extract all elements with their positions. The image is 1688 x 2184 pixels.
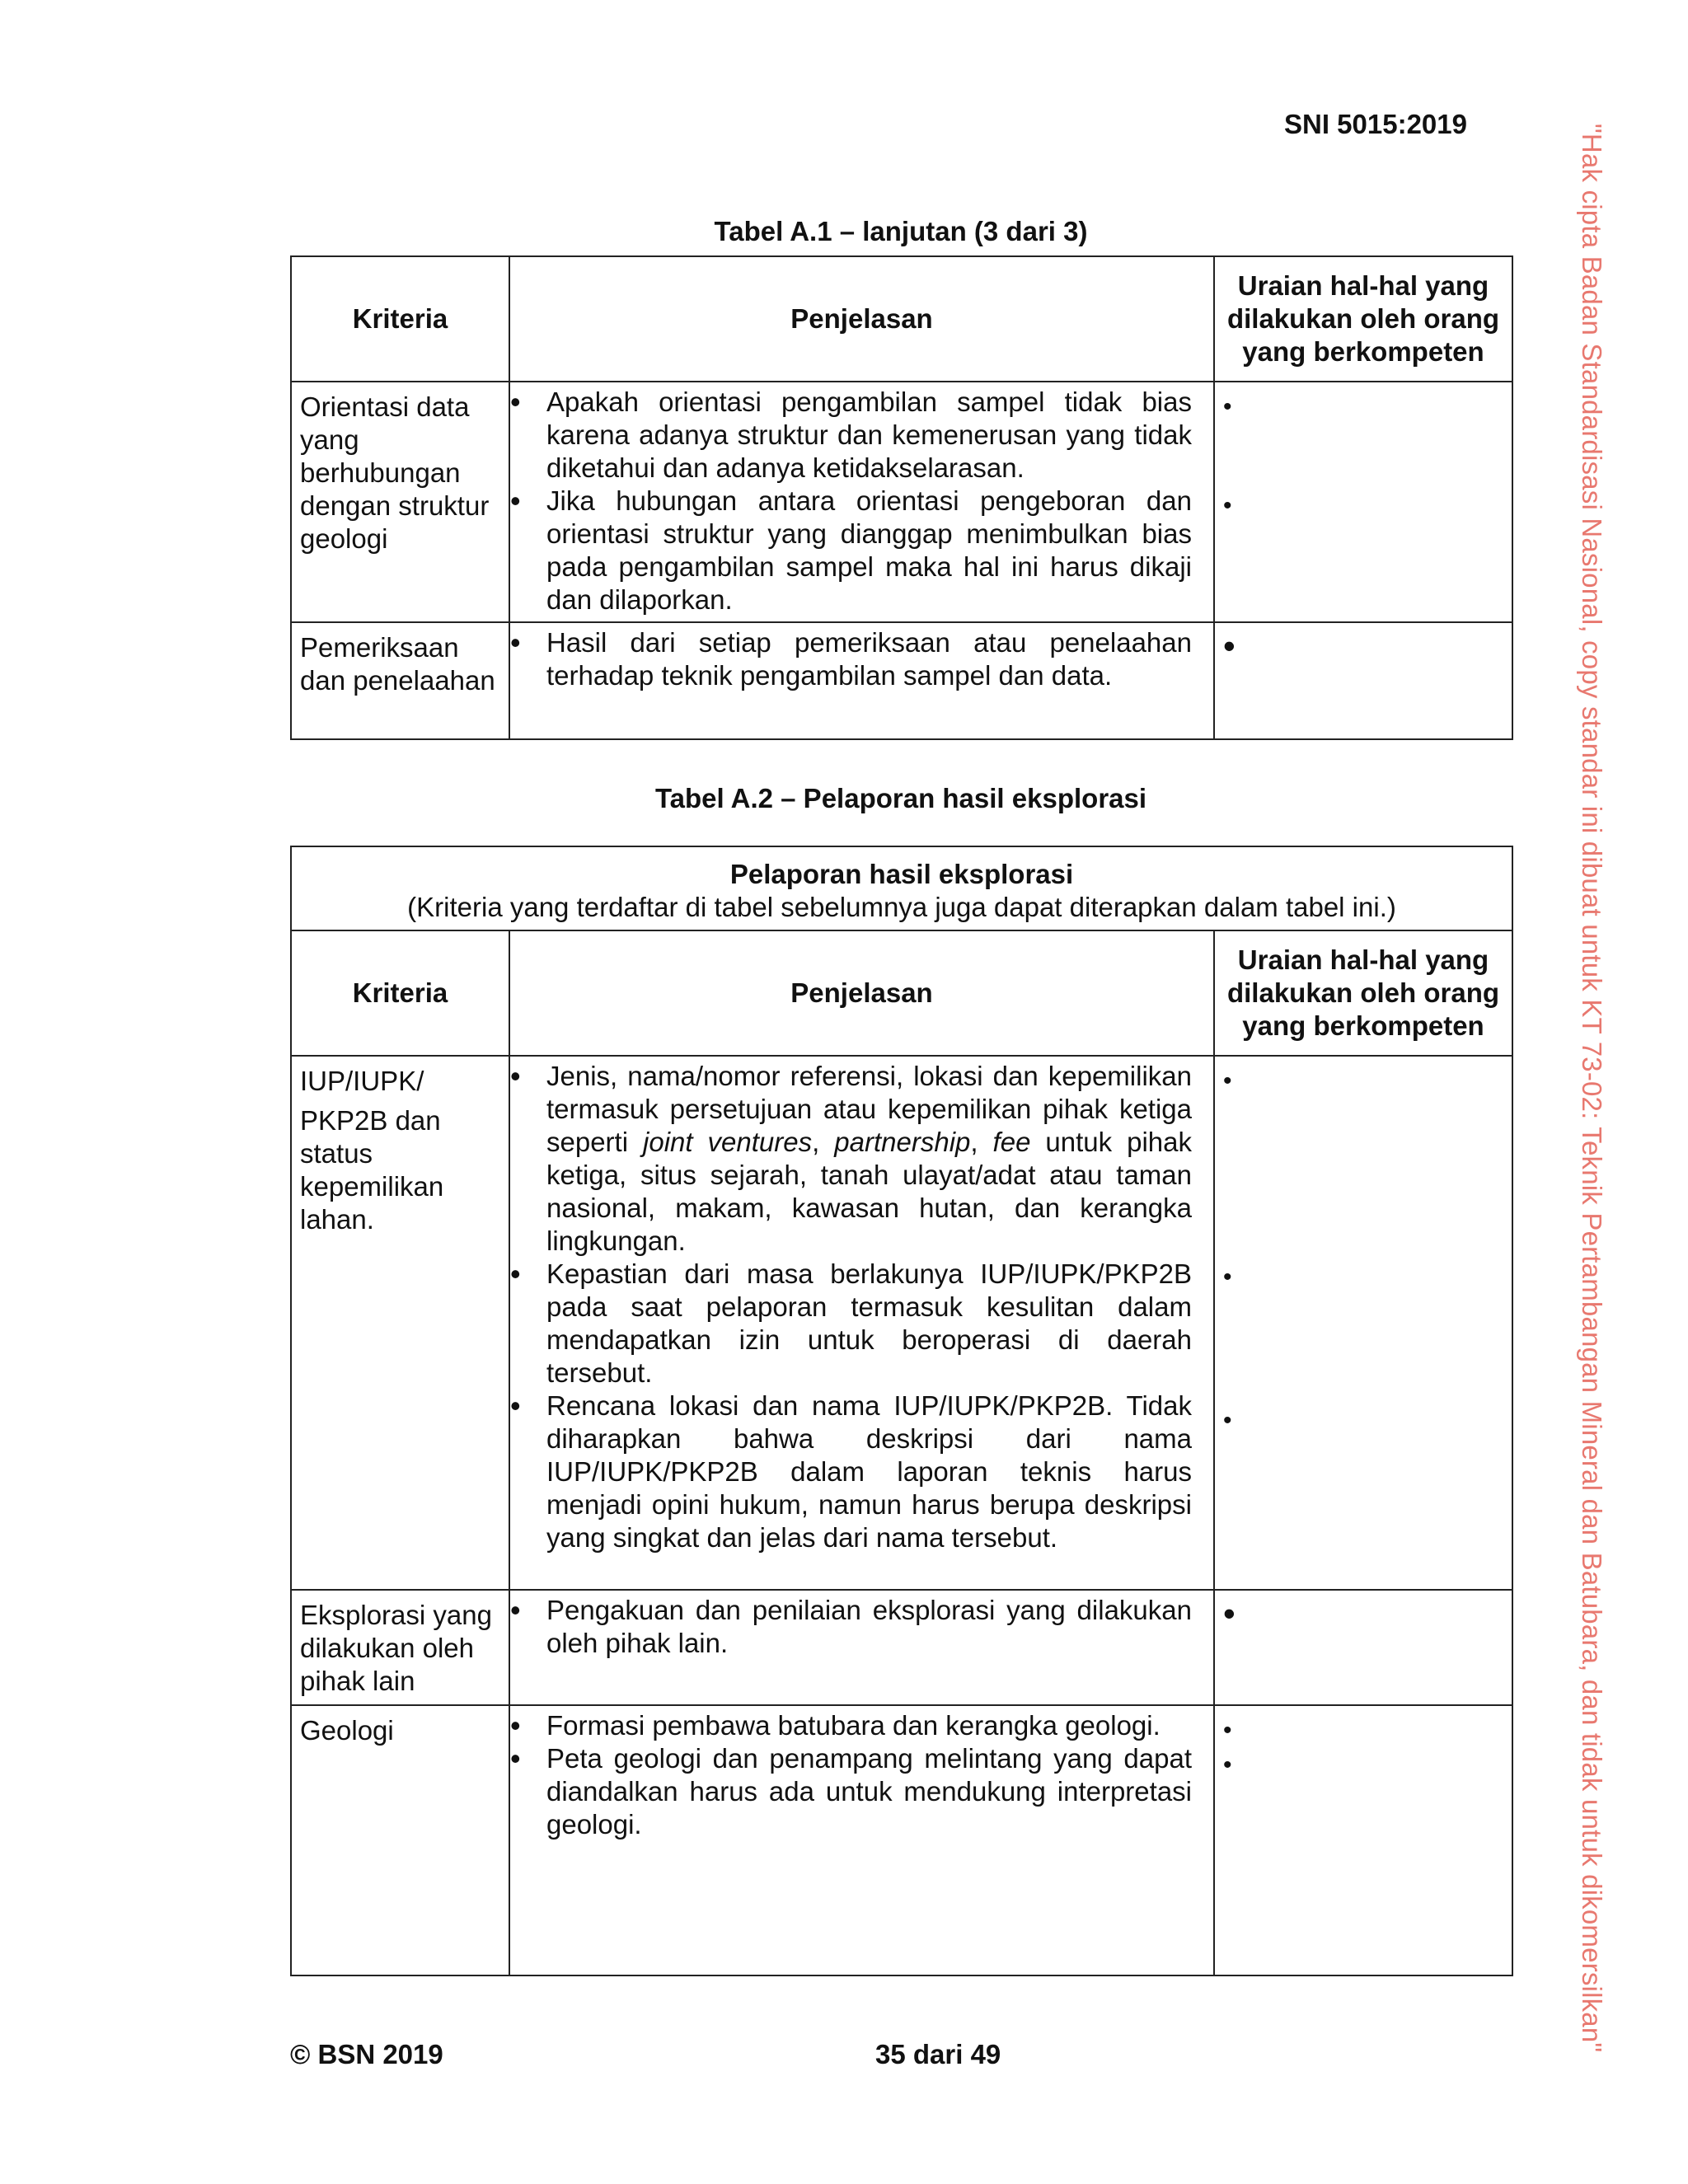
table-a1-header-row	[291, 256, 1512, 382]
table-a2-banner-row	[291, 846, 1512, 930]
list-item: • Apakah orientasi pengambilan sampel tidak bias karena adanya struktur dan kemenerusan yang tidak diketahui dan adanya ketidakselarasan.	[510, 386, 1192, 485]
table-row	[291, 1056, 1512, 1590]
table-row	[291, 382, 1512, 622]
bullet-placeholder	[1223, 1403, 1503, 1436]
kriteria-cell: Geologi	[291, 1705, 509, 1975]
penjelasan-cell	[509, 1705, 1214, 1975]
text-segment: ,	[970, 1127, 993, 1157]
italic-term: joint ventures	[643, 1127, 813, 1157]
header-uraian: Uraian hal-hal yang dilakukan oleh orang yang berkompeten	[1214, 256, 1512, 382]
list-item: • Hasil dari setiap pemeriksaan atau penelaahan terhadap teknik pengambilan sampel dan data.	[510, 626, 1192, 692]
penjelasan-cell	[509, 1056, 1214, 1590]
bullet-placeholder	[1223, 488, 1503, 521]
kriteria-cell: Orientasi data yang berhubungan dengan struktur geologi	[291, 382, 509, 622]
list-item: • Pengakuan dan penilaian eksplorasi yang dilakukan oleh pihak lain.	[510, 1594, 1192, 1660]
uraian-cell	[1214, 1590, 1512, 1705]
bullet-placeholder	[1223, 1259, 1503, 1292]
list-item: • Jika hubungan antara orientasi pengeboran dan orientasi struktur yang dianggap menimbulkan bias pada pengambilan sampel maka hal ini harus dikaji dan dilaporkan.	[510, 485, 1192, 616]
bullet-placeholder	[1223, 1747, 1503, 1780]
table-a1-caption: Tabel A.1 – lanjutan (3 dari 3)	[714, 216, 1088, 246]
text-segment: ,	[812, 1127, 835, 1157]
footer-copyright: © BSN 2019	[290, 2039, 443, 2069]
footer-page-number: 35 dari 49	[875, 2039, 1001, 2069]
header-uraian: Uraian hal-hal yang dilakukan oleh orang yang berkompeten	[1214, 930, 1512, 1056]
banner-note: (Kriteria yang terdaftar di tabel sebelumnya juga dapat diterapkan dalam tabel ini.)	[407, 892, 1396, 922]
text-segment: untuk pihak ketiga, situs sejarah, tanah ulayat/adat atau taman nasional, makam, kawasan hutan, dan kerangka lingkungan.	[546, 1127, 1192, 1256]
uraian-cell	[1214, 622, 1512, 739]
kriteria-cell: Eksplorasi yang dilakukan oleh pihak lain	[291, 1590, 509, 1705]
list-item: • Peta geologi dan penampang melintang yang dapat diandalkan harus ada untuk mendukung interpretasi geologi.	[510, 1742, 1192, 1841]
table-a2-header-row	[291, 930, 1512, 1056]
kriteria-cell: Pemeriksaan dan penelaahan	[291, 622, 509, 739]
document-code: SNI 5015:2019	[1284, 109, 1467, 139]
header-kriteria: Kriteria	[291, 930, 509, 1056]
list-item	[510, 1060, 1192, 1258]
bullet-placeholder	[1223, 1063, 1503, 1096]
penjelasan-cell	[509, 1590, 1214, 1705]
uraian-cell	[1214, 1705, 1512, 1975]
list-item: • Kepastian dari masa berlakunya IUP/IUPK/PKP2B pada saat pelaporan termasuk kesulitan dalam mendapatkan izin untuk beroperasi di daerah tersebut.	[510, 1258, 1192, 1390]
table-row	[291, 1590, 1512, 1705]
kriteria-line: IUP/IUPK/	[300, 1066, 424, 1096]
bullet-placeholder	[1223, 389, 1503, 422]
copyright-watermark: "Hak cipta Badan Standardisasi Nasional, copy standar ini dibuat untuk KT 73-02: Teknik Pertambangan Mineral dan Batubara, dan tidak untuk dikomersilkan"	[1577, 124, 1607, 2053]
header-penjelasan: Penjelasan	[509, 256, 1214, 382]
text-segment: Jenis, nama/nomor referensi, lokasi dan kepemilikan termasuk persetujuan atau kepemilikan pihak ketiga seperti	[546, 1061, 1192, 1157]
kriteria-line: PKP2B dan status kepemilikan lahan.	[300, 1105, 444, 1235]
italic-term: partnership	[834, 1127, 971, 1157]
list-item: • Rencana lokasi dan nama IUP/IUPK/PKP2B. Tidak diharapkan bahwa deskripsi dari nama IUP/IUPK/PKP2B dalam laporan teknis harus menjadi opini hukum, namun harus berupa deskripsi yang singkat dan jelas dari nama tersebut.	[510, 1390, 1192, 1554]
kriteria-cell	[291, 1056, 509, 1590]
table-row	[291, 1705, 1512, 1975]
table-a1	[290, 255, 1513, 740]
italic-term: fee	[992, 1127, 1031, 1157]
table-a2	[290, 846, 1513, 1976]
penjelasan-cell	[509, 382, 1214, 622]
header-penjelasan: Penjelasan	[509, 930, 1214, 1056]
table-row	[291, 622, 1512, 739]
bullet-placeholder	[1223, 630, 1503, 663]
bullet-placeholder	[1223, 1713, 1503, 1746]
header-kriteria: Kriteria	[291, 256, 509, 382]
table-a2-caption: Tabel A.2 – Pelaporan hasil eksplorasi	[654, 783, 1147, 813]
list-item: • Formasi pembawa batubara dan kerangka geologi.	[510, 1709, 1192, 1742]
uraian-cell	[1214, 1056, 1512, 1590]
table-a2-banner	[291, 846, 1512, 930]
penjelasan-cell	[509, 622, 1214, 739]
banner-title: Pelaporan hasil eksplorasi	[729, 859, 1074, 889]
uraian-cell	[1214, 382, 1512, 622]
bullet-placeholder	[1223, 1597, 1503, 1630]
